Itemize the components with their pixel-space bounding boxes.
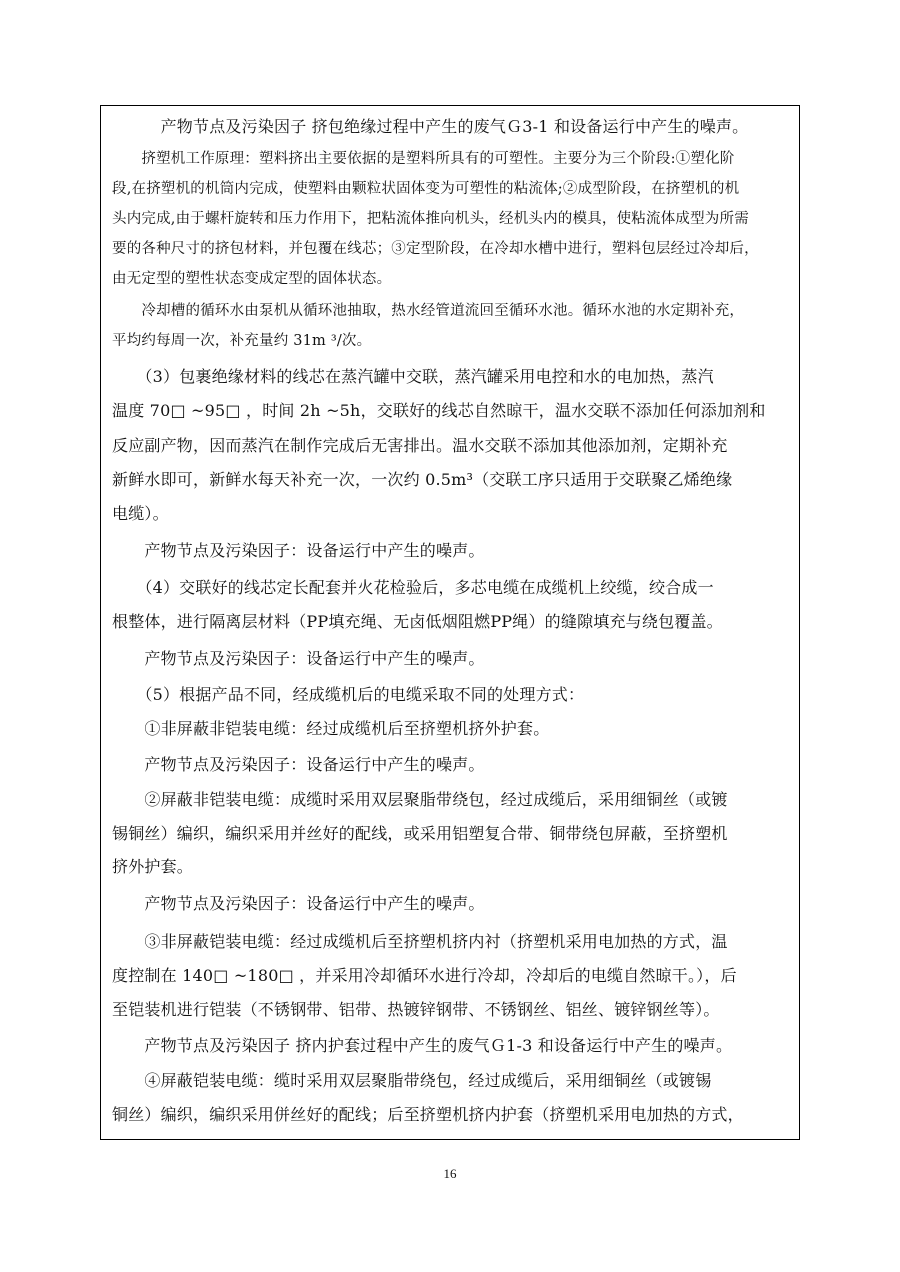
text-line: ①非屏蔽非铠装电缆：经过成缆机后至挤塑机挤外护套。 [112,719,550,738]
text-line: 要的各种尺寸的挤包材料，并包覆在线芯；③定型阶段，在冷却水槽中进行，塑料包层经过冷却后， [112,241,759,257]
text-line: 由无定型的塑性状态变成定型的固体状态。 [112,271,392,287]
text-line: （4）交联好的线芯定长配套并火花检验后，多芯电缆在成缆机上绞缆，绞合成一 [112,578,714,597]
text-line: ③非屏蔽铠装电缆：经过成缆机后至挤塑机挤内衬（挤塑机采用电加热的方式，温 [112,932,728,951]
text-line: 产物节点及污染因子：设备运行中产生的噪声。 [112,541,485,560]
text-line: 头内完成,由于螺杆旋转和压力作用下，把粘流体推向机头，经机头内的模具，使粘流体成型为所需 [112,211,749,227]
text-line: 挤塑机工作原理：塑料挤出主要依据的是塑料所具有的可塑性。主要分为三个阶段:①塑化阶 [112,151,735,167]
text-line: 温度 70□ ~95□ ，时间 2h ~5h，交联好的线芯自然晾干，温水交联不添加任何添加剂和 [112,401,766,420]
text-line: 段,在挤塑机的机筒内完成，使塑料由颗粒状固体变为可塑性的粘流体;②成型阶段，在挤塑机的机 [112,181,740,197]
text-line: 产物节点及污染因子：设备运行中产生的噪声。 [112,755,485,774]
text-line: 产物节点及污染因子 挤内护套过程中产生的废气Ｇ1-3 和设备运行中产生的噪声。 [112,1036,733,1055]
text-line: 产物节点及污染因子：设备运行中产生的噪声。 [112,649,485,668]
text-line: 度控制在 140□ ~180□ ，并采用冷却循环水进行冷却，冷却后的电缆自然晾干。），后 [112,966,737,985]
text-line: 挤外护套。 [112,857,194,876]
text-line: 至铠装机进行铠装（不锈钢带、铝带、热镀锌钢带、不锈钢丝、铝丝、镀锌钢丝等）。 [112,1000,720,1019]
text-line: 新鲜水即可，新鲜水每天补充一次，一次约 0.5m³（交联工序只适用于交联聚乙烯绝缘 [112,470,733,489]
text-line: ②屏蔽非铠装电缆：成缆时采用双层聚脂带绕包，经过成缆后，采用细铜丝（或镀 [112,790,728,809]
text-line: 根整体，进行隔离层材料（PP填充绳、无卤低烟阻燃PP绳）的缝隙填充与绕包覆盖。 [112,612,723,631]
text-line: （5）根据产品不同，经成缆机后的电缆采取不同的处理方式： [112,685,585,704]
text-line: 产物节点及污染因子 挤包绝缘过程中产生的废气Ｇ3-1 和设备运行中产生的噪声。 [112,117,749,136]
text-line: 反应副产物，因而蒸汽在制作完成后无害排出。温水交联不添加其他添加剂，定期补充 [112,436,728,455]
page-number: 16 [443,1166,457,1181]
text-line: 铜丝）编织，编织采用併丝好的配线；后至挤塑机挤内护套（挤塑机采用电加热的方式， [112,1105,744,1124]
text-line: 平均约每周一次，补充量约 31m ³/次。 [112,333,372,349]
text-line: 产物节点及污染因子：设备运行中产生的噪声。 [112,894,485,913]
text-line: 电缆）。 [112,504,169,523]
text-line: 冷却槽的循环水由泵机从循环池抽取，热水经管道流回至循环水池。循环水池的水定期补充， [112,303,745,319]
text-line: ④屏蔽铠装电缆：缆时采用双层聚脂带绕包，经过成缆后，采用细铜丝（或镀锡 [112,1071,712,1090]
text-line: （3）包裹绝缘材料的线芯在蒸汽罐中交联，蒸汽罐采用电控和水的电加热，蒸汽 [112,367,714,386]
text-line: 锡铜丝）编织，编织采用并丝好的配线，或采用铝塑复合带、铜带绕包屏蔽，至挤塑机 [112,824,728,843]
